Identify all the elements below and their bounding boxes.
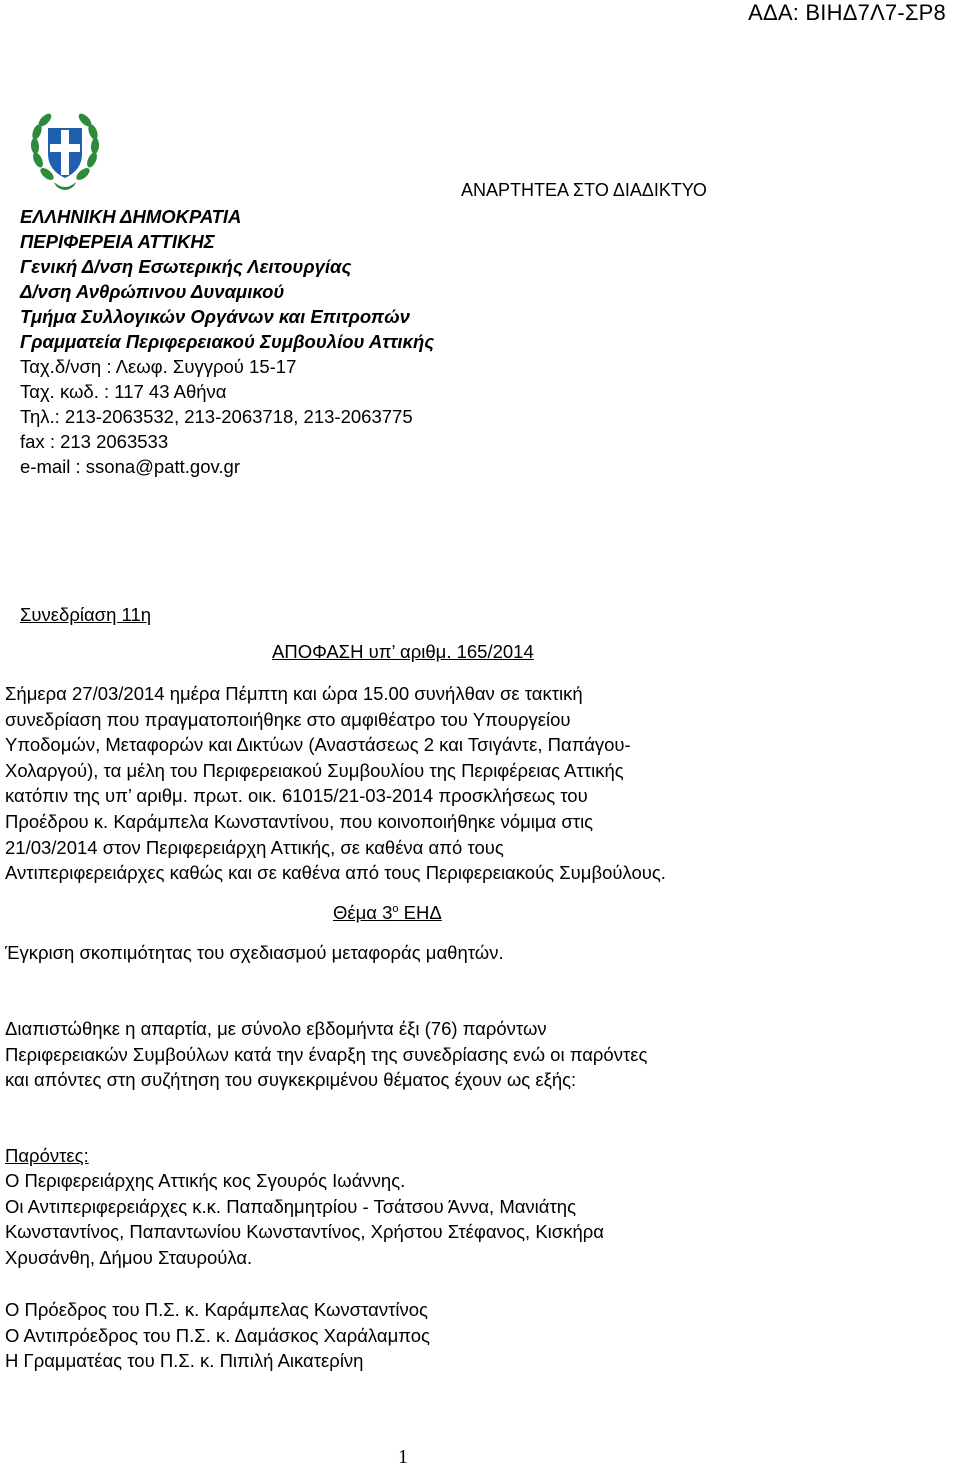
intro-paragraph [5,681,801,886]
present-line: Χρυσάνθη, Δήμου Σταυρούλα. [5,1246,253,1268]
paragraph-line: και απόντες στη συζήτηση του συγκεκριμένου θέματος έχουν ως εξής: [5,1069,577,1091]
present-heading: Παρόντες: [5,1145,89,1166]
contact-line: Τηλ.: 213-2063532, 213-2063718, 213-2063775 [20,406,413,427]
present-line: Οι Αντιπεριφερειάρχες κ.κ. Παπαδημητρίου - Τσάτσου Άννα, Μανιάτης [5,1195,576,1217]
paragraph-line: συνεδρίαση που πραγματοποιήθηκε στο αμφιθέατρο του Υπουργείου [5,708,571,730]
topic-heading [333,902,442,924]
officer-line: Η Γραμματέας του Π.Σ. κ. Πιπιλή Αικατερίνη [5,1350,364,1372]
topic-prefix: Θέμα 3 [333,902,393,923]
paragraph-line: 21/03/2014 στον Περιφερειάρχη Αττικής, σε καθένα από τους [5,836,504,858]
present-line: Κωνσταντίνος, Παπαντωνίου Κωνσταντίνος, Χρήστου Στέφανος, Κισκήρα [5,1221,604,1243]
contact-line: Ταχ.δ/νση : Λεωφ. Συγγρού 15-17 [20,356,297,377]
session-title: Συνεδρίαση 11η [20,604,152,625]
header-line: Γενική Δ/νση Εσωτερικής Λειτουργίας [20,256,352,277]
topic-suffix: ΕΗΔ [398,902,442,923]
present-list [5,1168,801,1270]
quorum-paragraph [5,1016,801,1093]
header-line: ΠΕΡΙΦΕΡΕΙΑ ΑΤΤΙΚΗΣ [20,231,215,252]
posting-note: ΑΝΑΡΤΗΤΕΑ ΣΤΟ ΔΙΑΔΙΚΤΥΟ [461,180,707,200]
header-line: Γραμματεία Περιφερειακού Συμβουλίου Αττικής [20,331,435,352]
header-line: Δ/νση Ανθρώπινου Δυναμικού [20,281,285,302]
paragraph-line: Υποδομών, Μεταφορών και Δικτύων (Αναστάσεως 2 και Τσιγάντε, Παπάγου- [5,734,631,756]
paragraph-line: Αντιπεριφερειάρχες καθώς και σε καθένα από τους Περιφερειακούς Συμβούλους. [5,862,666,884]
decision-number: ΑΠΟΦΑΣΗ υπ’ αριθμ. 165/2014 [272,641,534,662]
ada-code: ΑΔΑ: ΒΙΗΔ7Λ7-ΣΡ8 [748,0,946,25]
officer-line: Ο Πρόεδρος του Π.Σ. κ. Καράμπελας Κωνσταντίνος [5,1299,428,1320]
contact-line: Ταχ. κωδ. : 117 43 Αθήνα [20,381,227,402]
paragraph-line: Σήμερα 27/03/2014 ημέρα Πέμπτη και ώρα 15.00 συνήλθαν σε τακτική [5,683,583,704]
approval-line: Έγκριση σκοπιμότητας του σχεδιασμού μεταφοράς μαθητών. [5,942,504,963]
contact-line: fax : 213 2063533 [20,431,169,452]
paragraph-line: κατόπιν της υπ’ αριθμ. πρωτ. οικ. 61015/21-03-2014 προσκλήσεως του [5,785,588,807]
issuer-header [20,204,434,479]
approval-subject [5,940,801,966]
present-line: Ο Περιφερειάρχης Αττικής κος Σγουρός Ιωάννης. [5,1170,406,1191]
topic-ordinal: ο [392,902,399,915]
header-line: Τμήμα Συλλογικών Οργάνων και Επιτροπών [20,306,410,327]
paragraph-line: Χολαργού), τα μέλη του Περιφερειακού Συμβουλίου της Περιφέρειας Αττικής [5,759,624,781]
paragraph-line: Προέδρου κ. Καράμπελα Κωνσταντίνου, που κοινοποιήθηκε νόμιμα στις [5,810,594,832]
paragraph-line: Περιφερειακών Συμβούλων κατά την έναρξη της συνεδρίασης ενώ οι παρόντες [5,1043,648,1065]
paragraph-line: Διαπιστώθηκε η απαρτία, με σύνολο εβδομήντα έξι (76) παρόντων [5,1018,547,1039]
header-line: ΕΛΛΗΝΙΚΗ ΔΗΜΟΚΡΑΤΙΑ [20,206,242,227]
officer-line: Ο Αντιπρόεδρος του Π.Σ. κ. Δαμάσκος Χαράλαμπος [5,1324,430,1346]
council-officers [5,1297,801,1374]
greek-emblem-logo [28,108,102,194]
contact-line: e-mail : ssona@patt.gov.gr [20,456,240,477]
page-number: 1 [398,1446,408,1468]
